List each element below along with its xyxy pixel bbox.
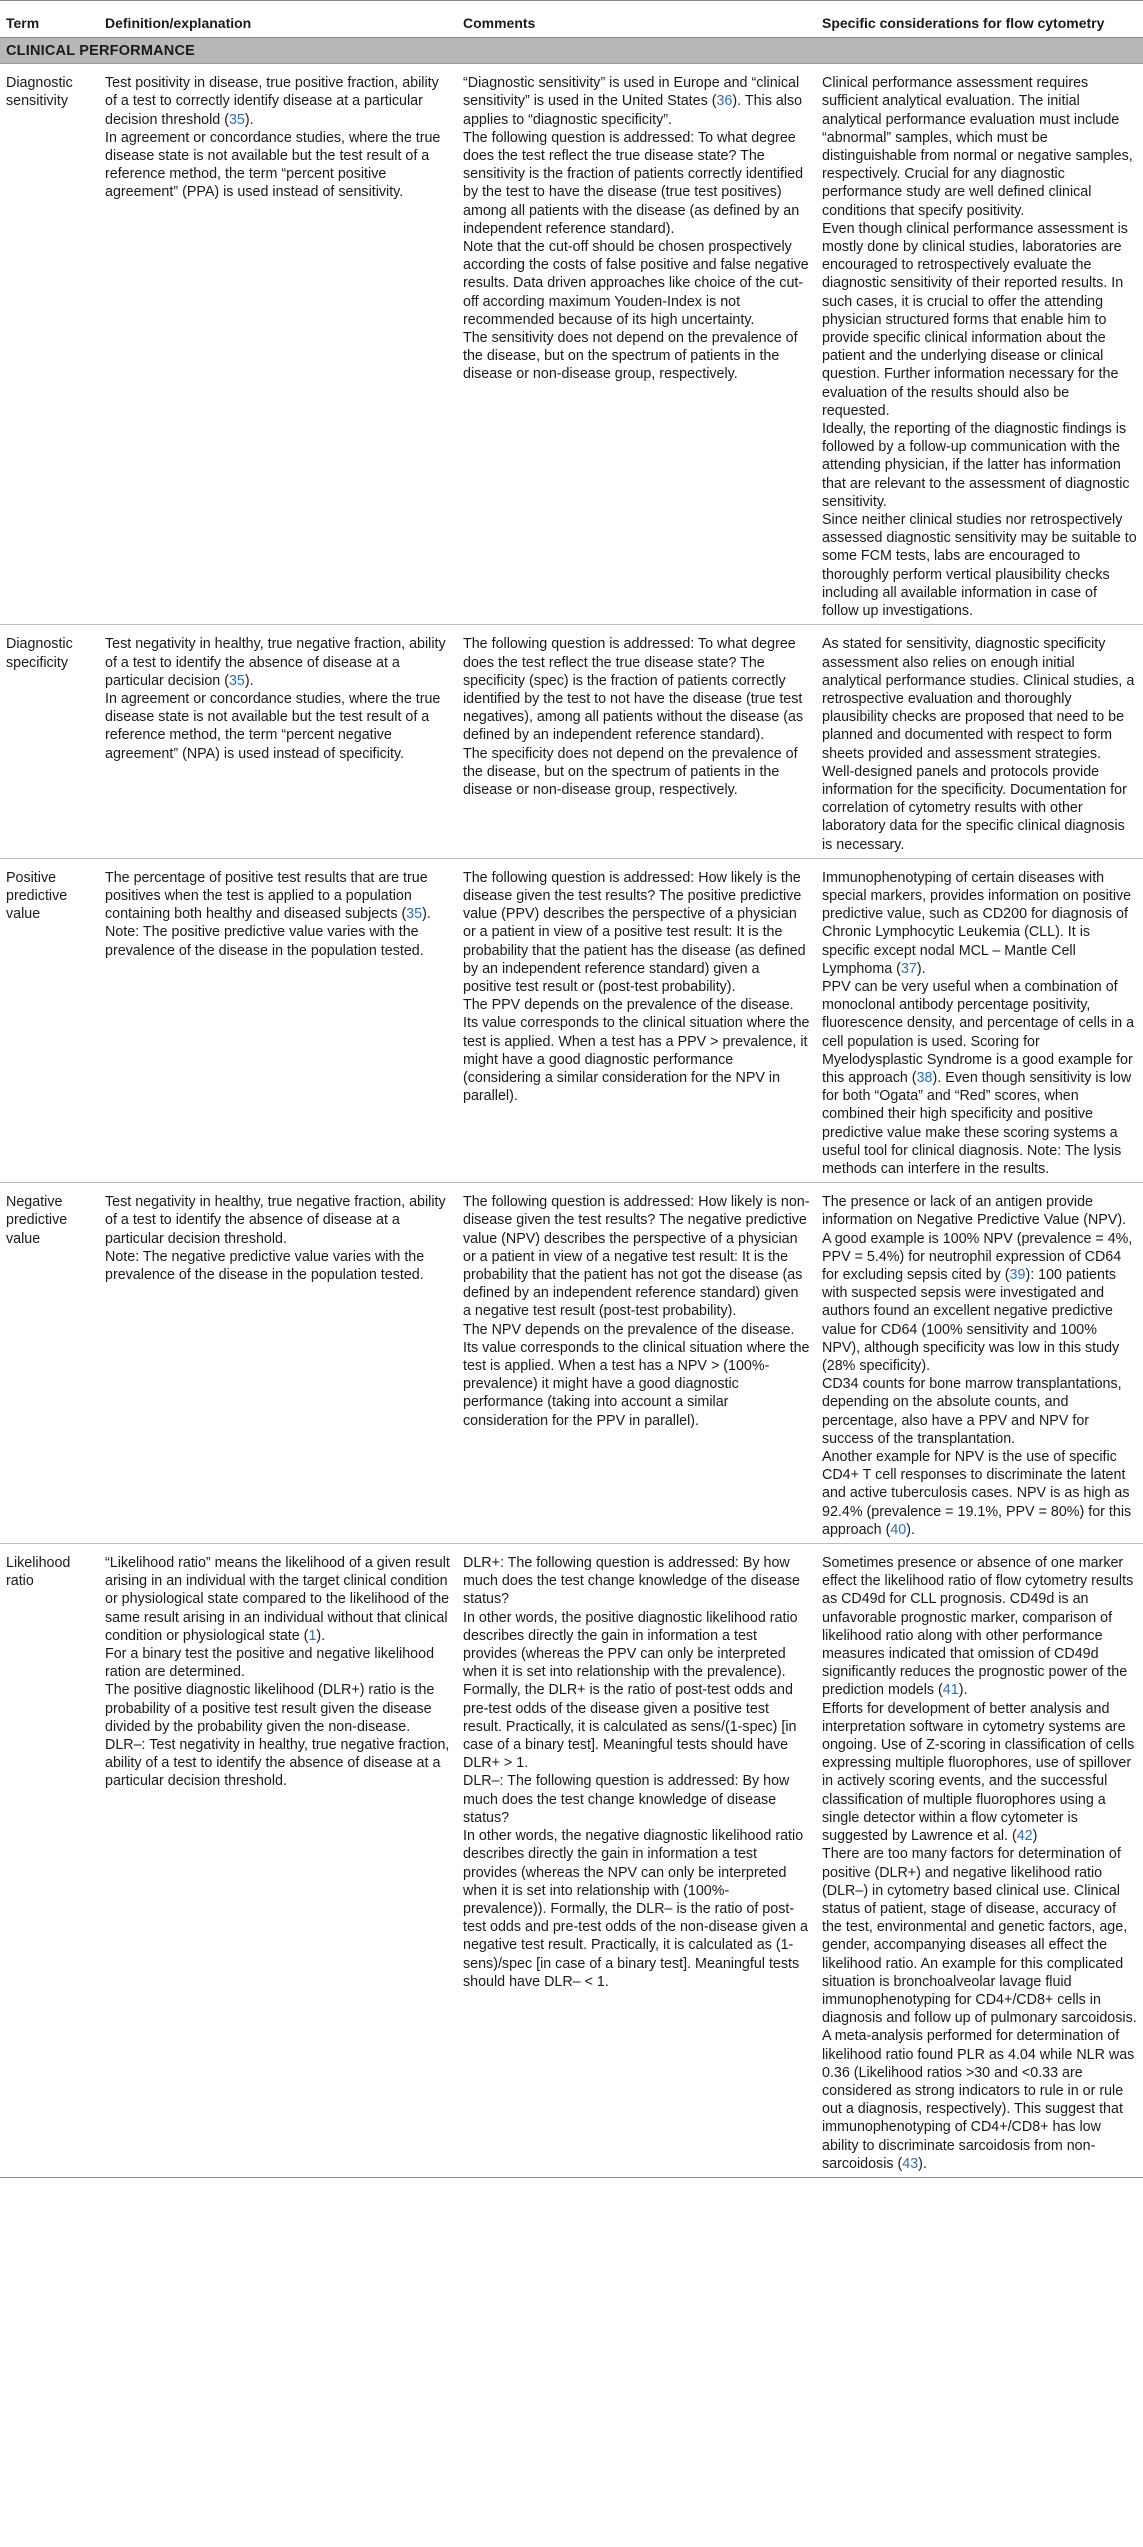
considerations-paragraph: Sometimes presence or absence of one marker effect the likelihood ratio of flow cytometry results as CD49d for CLL prognosis. CD49d is an unfavorable prognostic marker, comparison of likelihood ratio along with other performance measures indicated that omission of CD49d significantly reduces the prognostic power of the prediction models (41). bbox=[822, 1555, 1134, 1699]
header-considerations: Specific considerations for flow cytometry bbox=[816, 1, 1143, 38]
comments-cell bbox=[457, 1544, 816, 2178]
term-cell: Likelihood ratio bbox=[0, 1544, 99, 2178]
definition-cell bbox=[99, 1544, 457, 2178]
considerations-paragraph: Efforts for development of better analysis and interpretation software in cytometry systems are ongoing. Use of Z-scoring in classification of cells expressing multiple fluorophores, use of spillover in actively scoring events, and the successful classification of multiple fluorophores using a single detector within a flow cytometer is suggested by Lawrence et al. (42) bbox=[822, 1700, 1135, 1845]
header-comments: Comments bbox=[457, 1, 816, 38]
definition-paragraph: DLR–: Test negativity in healthy, true negative fraction, ability of a test to identify the absence of disease at a particular decision threshold. bbox=[105, 1737, 450, 1790]
comments-paragraph: In other words, the positive diagnostic likelihood ratio describes directly the gain in information a test provides (whereas the PPV can only be interpreted when it is set into relationship with the prevalence). Formally, the DLR+ is the ratio of post-test odds and pre-test odds of the disease given a positive test result. Practically, it is calculated as sens/(1-spec) [in case of a binary test]. Meaningful tests should have DLR+ > 1. bbox=[463, 1609, 798, 1772]
considerations-paragraph: Well-designed panels and protocols provide information for the specificity. Documentation for correlation of cytometry results with other laboratory data for the specific clinical diagnosis is necessary. bbox=[822, 763, 1127, 853]
table-row bbox=[0, 64, 1143, 625]
comments-paragraph: DLR+: The following question is addressed: By how much does the test change knowledge of the disease status? bbox=[463, 1555, 800, 1608]
considerations-cell bbox=[816, 1544, 1143, 2178]
definition-paragraph: In agreement or concordance studies, where the true disease state is not available but the test result of a reference method, the term “percent negative agreement” (NPA) is used instead of specificity. bbox=[105, 690, 441, 762]
definition-paragraph: The positive diagnostic likelihood (DLR+) ratio is the probability of a positive test result given the disease divided by the probability given the non-disease. bbox=[105, 1682, 435, 1735]
definition-paragraph: In agreement or concordance studies, where the true disease state is not available but the test result of a reference method, the term “percent positive agreement” (PPA) is used instead of sensitivity. bbox=[105, 129, 441, 201]
considerations-paragraph: There are too many factors for determination of positive (DLR+) and negative likelihood ratio (DLR–) in cytometry based clinical use. Clinical status of patient, stage of disease, accuracy of the test, environmental and genetic factors, age, gender, accompanying diseases all effect the likelihood ratio. An example for this complicated situation is bronchoalveolar lavage fluid immunophenotyping for CD4+/CD8+ cells in diagnosis and follow up of pulmonary sarcoidosis. A meta-analysis performed for determination of likelihood ratio found PLR as 4.04 while NLR was 0.36 (Likelihood ratios >30 and <0.33 are considered as strong indicators to rule in or rule out a diagnosis, respectively). This suggest that immunophenotyping of CD4+/CD8+ has low ability to discriminate sarcoidosis from non-sarcoidosis (43). bbox=[822, 1846, 1137, 2172]
definition-paragraph: Test positivity in disease, true positive fraction, ability of a test to correctly identify disease at a particular decision threshold (35). bbox=[105, 75, 439, 128]
term-cell: Negative predictive value bbox=[0, 1183, 99, 1544]
comments-paragraph: The following question is addressed: How likely is non-disease given the test results? The negative predictive value (NPV) describes the perspective of a physician or a patient in view of a negative test result: It is the probability that the patient has not got the disease (as defined by an independent reference standard) given a negative test result (post-test probability). bbox=[463, 1194, 810, 1320]
citation-link[interactable]: 43 bbox=[902, 2155, 919, 2172]
definition-paragraph: “Likelihood ratio” means the likelihood of a given result arising in an individual with the target clinical condition or physiological state compared to the likelihood of the same result arising in an individual without that clinical condition or physiological state (1). bbox=[105, 1555, 450, 1644]
comments-paragraph: The PPV depends on the prevalence of the disease. Its value corresponds to the clinical situation where the test is applied. When a test has a PPV > prevalence, it might have a good diagnostic performance (considering a similar consideration for the NPV in parallel). bbox=[463, 997, 810, 1105]
section-title: CLINICAL PERFORMANCE bbox=[0, 38, 1143, 64]
citation-link[interactable]: 41 bbox=[942, 1682, 959, 1699]
citation-link[interactable]: 1 bbox=[308, 1627, 317, 1644]
considerations-paragraph: As stated for sensitivity, diagnostic specificity assessment also relies on enough initial analytical performance studies. Clinical studies, a retrospective evaluation and thoroughly plausibility checks are proposed that need to be planned and documented with respect to form sheets provided and assessment strategies. bbox=[822, 636, 1135, 762]
definition-paragraph: For a binary test the positive and negative likelihood ration are determined. bbox=[105, 1646, 435, 1681]
definition-cell bbox=[99, 858, 457, 1182]
header-term: Term bbox=[0, 1, 99, 38]
term-cell: Positive predictive value bbox=[0, 858, 99, 1182]
considerations-paragraph: Even though clinical performance assessment is mostly done by clinical studies, laboratories are encouraged to retrospectively evaluate the diagnostic sensitivity of their reported results. In such cases, it is crucial to offer the attending physician structured forms that enable him to provide specific clinical information about the patient and the underlying disease or clinical question. Further information necessary for the evaluation of the results should also be requested. bbox=[822, 220, 1128, 419]
comments-paragraph: The NPV depends on the prevalence of the disease. Its value corresponds to the clinical situation where the test is applied. When a test has a NPV > (100%-prevalence) it might have a good diagnostic performance (taking into account a similar consideration for the PPV in parallel). bbox=[463, 1321, 810, 1429]
comments-cell bbox=[457, 625, 816, 858]
comments-paragraph: The following question is addressed: To what degree does the test reflect the true disease state? The sensitivity is the fraction of patients correctly identified by the test to have the disease (true test positives) among all patients with the disease (as defined by an independent reference standard). bbox=[463, 129, 804, 237]
citation-link[interactable]: 37 bbox=[900, 960, 917, 977]
comments-cell bbox=[457, 64, 816, 625]
citation-link[interactable]: 36 bbox=[716, 93, 733, 110]
considerations-paragraph: Another example for NPV is the use of specific CD4+ T cell responses to discriminate the latent and active tuberculosis cases. NPV is as high as 92.4% (prevalence = 19.1%, PPV = 80%) for this approach (40). bbox=[822, 1449, 1132, 1538]
comments-cell bbox=[457, 1183, 816, 1544]
comments-paragraph: In other words, the negative diagnostic likelihood ratio describes directly the gain in information a test provides (whereas the NPV can only be interpreted when it is set into relationship with (100%-prevalence)). Formally, the DLR– is the ratio of post-test odds and pre-test odds of the non-disease given a negative test result. Practically, it is calculated as (1-sens)/spec [in case of a binary test]. Meaningful tests should have DLR– < 1. bbox=[463, 1828, 808, 1990]
definition-paragraph: Test negativity in healthy, true negative fraction, ability of a test to identify the absence of disease at a particular decision threshold. bbox=[105, 1194, 446, 1247]
definition-paragraph: Note: The negative predictive value varies with the prevalence of the disease in the population tested. bbox=[105, 1248, 425, 1283]
considerations-paragraph: The presence or lack of an antigen provide information on Negative Predictive Value (NPV). A good example is 100% NPV (prevalence = 4%, PPV = 5.4%) for neutrophil expression of CD64 for excluding sepsis cited by (39): 100 patients with suspected sepsis were investigated and authors found an excellent negative predictive value for CD64 (100% sensitivity and 100% NPV), although specificity was low in this study (28% specificity). bbox=[822, 1194, 1133, 1375]
comments-paragraph: DLR–: The following question is addressed: By how much does the test change knowledge of disease status? bbox=[463, 1773, 790, 1826]
term-cell: Diagnostic specificity bbox=[0, 625, 99, 858]
citation-link[interactable]: 42 bbox=[1016, 1828, 1033, 1845]
considerations-paragraph: Since neither clinical studies nor retrospectively assessed diagnostic sensitivity may be suitable to some FCM tests, labs are encouraged to thoroughly perform vertical plausibility checks including all available information in case of follow up investigations. bbox=[822, 512, 1137, 620]
considerations-cell bbox=[816, 858, 1143, 1182]
table-row bbox=[0, 625, 1143, 858]
definition-paragraph: The percentage of positive test results that are true positives when the test is applied to a population containing both healthy and diseased subjects (35). bbox=[105, 869, 431, 923]
definition-cell bbox=[99, 64, 457, 625]
citation-link[interactable]: 35 bbox=[406, 906, 423, 923]
citation-link[interactable]: 35 bbox=[228, 672, 245, 689]
considerations-cell bbox=[816, 1183, 1143, 1544]
definition-cell bbox=[99, 625, 457, 858]
header-definition: Definition/explanation bbox=[99, 1, 457, 38]
table-row bbox=[0, 1544, 1143, 2178]
comments-cell bbox=[457, 858, 816, 1182]
considerations-paragraph: Clinical performance assessment requires sufficient analytical evaluation. The initial analytical performance evaluation must include “abnormal” samples, which must be distinguishable from normal or negative samples, respectively. Crucial for any diagnostic performance study are well defined clinical conditions that specify positivity. bbox=[822, 75, 1133, 219]
citation-link[interactable]: 35 bbox=[228, 111, 245, 128]
term-cell: Diagnostic sensitivity bbox=[0, 64, 99, 625]
considerations-paragraph: PPV can be very useful when a combination of monoclonal antibody percentage positivity, fluorescence density, and percentage of cells in a cell population is used. Scoring for Myelodysplastic Syndrome is a good example for this approach (38). Even though sensitivity is low for both “Ogata” and “Red” scores, when combined their high specificity and positive predictive value make these scoring systems a useful tool for clinical diagnosis. Note: The lysis methods can interfere in the results. bbox=[822, 978, 1135, 1177]
definition-paragraph: Test negativity in healthy, true negative fraction, ability of a test to identify the absence of disease at a particular decision (35). bbox=[105, 636, 446, 689]
considerations-paragraph: Ideally, the reporting of the diagnostic findings is followed by a follow-up communication with the attending physician, if the latter has information that are relevant to the assessment of diagnostic sensitivity. bbox=[822, 421, 1130, 510]
definition-paragraph: Note: The positive predictive value varies with the prevalence of the disease in the population tested. bbox=[105, 924, 424, 959]
table-header bbox=[0, 1, 1143, 38]
table-row bbox=[0, 858, 1143, 1182]
citation-link[interactable]: 38 bbox=[916, 1069, 933, 1086]
comments-paragraph: The sensitivity does not depend on the prevalence of the disease, but on the spectrum of patients in the disease or non-disease group, respectively. bbox=[463, 330, 798, 383]
comments-paragraph: The following question is addressed: To what degree does the test reflect the true disease state? The specificity (spec) is the fraction of patients correctly identified by the test to not have the disease (true test negatives), among all patients without the disease (as defined by an independent reference standard). bbox=[463, 636, 804, 744]
considerations-paragraph: Immunophenotyping of certain diseases with special markers, provides information on positive predictive value, such as CD200 for diagnosis of Chronic Lymphocytic Leukemia (CLL). It is specific except nodal MCL – Mantle Cell Lymphoma (37). bbox=[822, 869, 1132, 977]
citation-link[interactable]: 39 bbox=[1009, 1267, 1026, 1283]
citation-link[interactable]: 40 bbox=[890, 1521, 907, 1538]
considerations-cell bbox=[816, 625, 1143, 858]
comments-paragraph: The following question is addressed: How likely is the disease given the test results? The positive predictive value (PPV) describes the perspective of a physician or a patient in view of a positive test result: It is the probability that the patient has the disease (as defined by an independent reference standard) given a positive test result or (post-test probability). bbox=[463, 869, 806, 995]
section-row bbox=[0, 38, 1143, 64]
comments-paragraph: Note that the cut-off should be chosen prospectively according the costs of false positive and false negative results. Data driven approaches like choice of the cut-off according maximum Youden-Index is not recommended because of its high uncertainty. bbox=[463, 239, 809, 328]
comments-paragraph: The specificity does not depend on the prevalence of the disease, but on the spectrum of patients in the disease or non-disease group, respectively. bbox=[463, 745, 798, 798]
comments-paragraph: “Diagnostic sensitivity” is used in Europe and “clinical sensitivity” is used in the United States (36). This also applies to “diagnostic specificity”. bbox=[463, 75, 803, 128]
definition-cell bbox=[99, 1183, 457, 1544]
considerations-paragraph: CD34 counts for bone marrow transplantations, depending on the absolute counts, and percentage, also have a PPV and NPV for success of the transplantation. bbox=[822, 1376, 1122, 1447]
considerations-cell bbox=[816, 64, 1143, 625]
table-row bbox=[0, 1183, 1143, 1544]
